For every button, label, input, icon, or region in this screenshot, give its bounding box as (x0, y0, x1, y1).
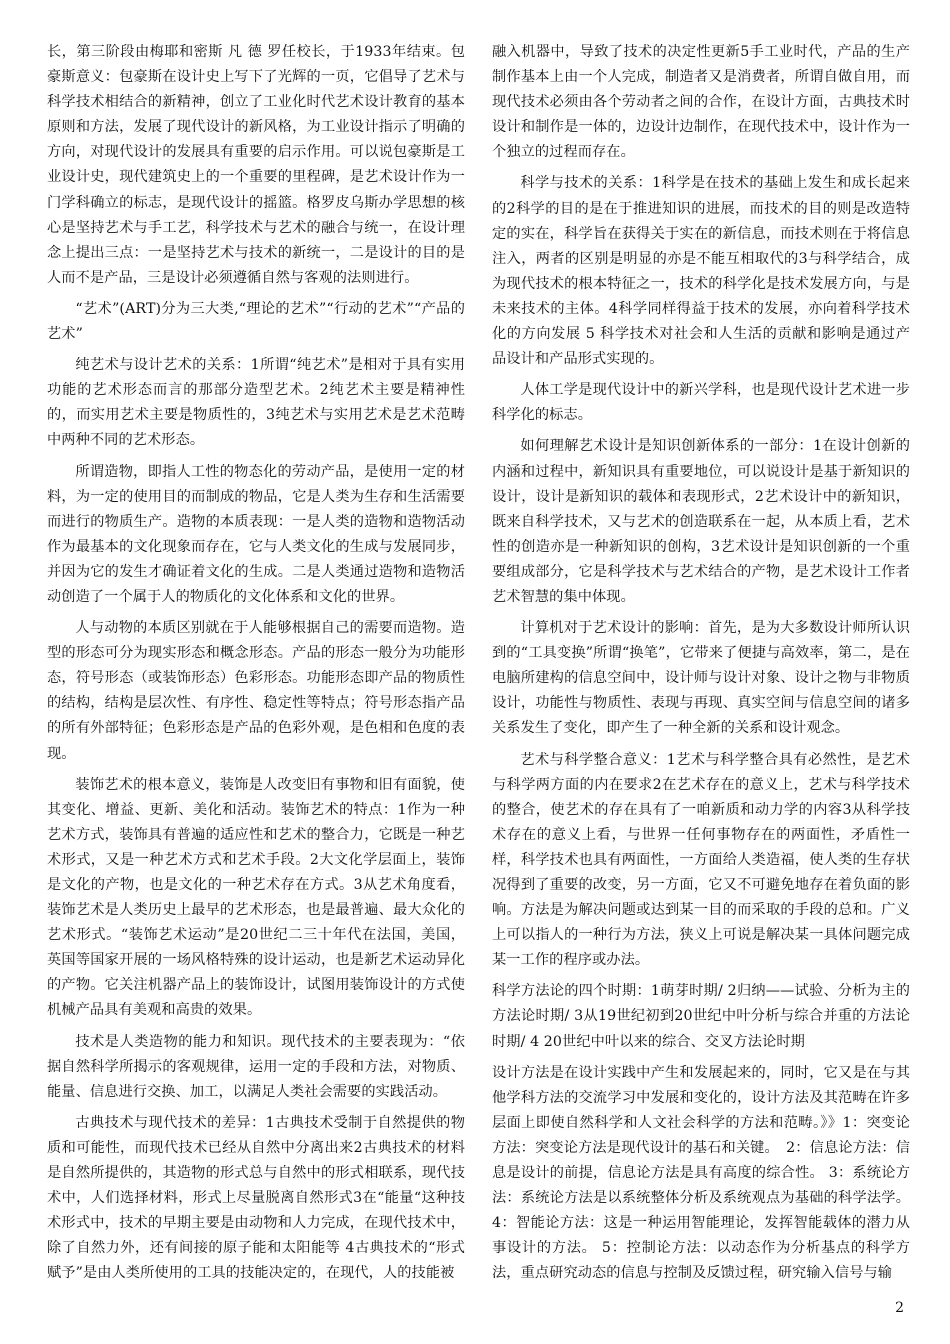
paragraph: 设计方法是在设计实践中产生和发展起来的，同时，它又是在与其他学科方法的交流学习中发展和变化的，设计方法及其范畴在许多层面上即使自然科学和人文社会科学的方法和范畴。》》1：突变论方法：突变论方法是现代设计的基石和关键。 2：信息论方法：信息是设计的前提，信息论方法是具有高度的综合性。 3：系统论方法：系统论方法是以系统整体分析及系统观点为基础的科学法学。 4：智能论方法：这是一种运用智能理论，发挥智能载体的潜力从事设计的方法。 5：控制论方法：以动态作为分析基点的科学方法，重点研究动态的信息与控制及反馈过程，研究输入信号与输 (492, 1064, 910, 1282)
paragraph: 融入机器中，导致了技术的决定性更新5手工业时代，产品的生产制作基本上由一个人完成，制造者又是消费者，所谓自做自用，而现代技术必须由各个劳动者之间的合作，在设计方面，古典技术时设计和制作是一体的，边设计边制作，在现代技术中，设计作为一个独立的过程而存在。 (492, 44, 910, 161)
paragraph: “艺术”(ART)分为三大类,“理论的艺术”“行动的艺术”“产品的艺术” (47, 300, 465, 343)
paragraph: 所谓造物，即指人工性的物态化的劳动产品，是使用一定的材料，为一定的使用目的而制成的物品，它是人类为生存和生活需要而进行的物质生产。造物的本质表现：一是人类的造物和造物活动作为最基本的文化现象而存在，它与人类文化的生成与发展同步，并因为它的发生才确证着文化的生成。二是人类通过造物和造物活动创造了一个属于人的物质化的文化体系和文化的世界。 (47, 463, 465, 605)
paragraph: 古典技术与现代技术的差异：1古典技术受制于自然提供的物质和可能性，而现代技术已经从自然中分离出来2古典技术的材料是自然所提供的，其造物的形式总与自然中的形式相联系，现代技术中，人们选择材料，形式上尽量脱离自然形式3在“能量“这种技术形式中，技术的早期主要是由动物和人力完成，在现代技术中，除了自然力外，还有间接的原子能和太阳能等 4古典技术的“形式赋予”是由人类所使用的工具的技能决定的，在现代，人的技能被 (47, 1114, 465, 1282)
paragraph: 人与动物的本质区别就在于人能够根据自己的需要而造物。造型的形态可分为现实形态和概念形态。产品的形态一般分为功能形态，符号形态（或装饰形态）色彩形态。功能形态即产品的物质性的结构，结构是层次性、有序性、稳定性等特点；符号形态指产品的所有外部特征；色彩形态是产品的色彩外观，是色相和色度的表现。 (47, 620, 465, 762)
paragraph: 纯艺术与设计艺术的关系：1所谓“纯艺术”是相对于具有实用功能的艺术形态而言的那部分造型艺术。2纯艺术主要是精神性的，而实用艺术主要是物质性的，3纯艺术与实用艺术是艺术范畴中两种不同的艺术形态。 (47, 357, 465, 449)
paragraph: 如何理解艺术设计是知识创新体系的一部分：1在设计创新的内涵和过程中，新知识具有重要地位，可以说设计是基于新知识的设计，设计是新知识的载体和表现形式，2艺术设计中的新知识，既来自科学技术，又与艺术的创造联系在一起，从本质上看，艺术性的创造亦是一种新知识的创构，3艺术设计是知识创新的一个重要组成部分，它是科学技术与艺术结合的产物，是艺术设计工作者艺术智慧的集中体现。 (492, 438, 910, 605)
paragraph: 科学方法论的四个时期：1萌芽时期/ 2归纳——试验、分析为主的方法论时期/ 3从19世纪初到20世纪中叶分析与综合并重的方法论时期/ 4 20世纪中叶以来的综合、交叉方法论时期 (492, 983, 910, 1050)
paragraph: 人体工学是现代设计中的新兴学科，也是现代设计艺术进一步科学化的标志。 (492, 382, 910, 424)
paragraph: 计算机对于艺术设计的影响：首先，是为大多数设计师所认识到的“工具变换”所谓“换笔”，它带来了便捷与高效率，第二，是在电脑所建构的信息空间中，设计师与设计对象、设计之物与非物质设计，功能性与物质性、表现与再现、真实空间与信息空间的诸多关系发生了变化，即产生了一种全新的关系和设计观念。 (492, 620, 910, 737)
paragraph: 技术是人类造物的能力和知识。现代技术的主要表现为：“依据自然科学所揭示的客观规律，运用一定的手段和方法，对物质、能量、信息进行交换、加工，以满足人类社会需要的实践活动。 (47, 1033, 465, 1100)
right-text-column (492, 40, 910, 1293)
paragraph: 艺术与科学整合意义：1艺术与科学整合具有必然性，是艺术与科学两方面的内在要求2在艺术存在的意义上，艺术与科学技术的整合，使艺术的存在具有了一咱新质和动力学的内容3从科学技术存在的意义上看，与世界一任何事物存在的两面性，矛盾性一样，科学技术也具有两面性，一方面给人类造福，使人类的生存状况得到了重要的改变，另一方面，它又不可避免地存在着负面的影响。方法是为解决问题或达到某一目的而采取的手段的总和。广义上可以指人的一种行为方法，狭义上可说是解决某一具体问题完成某一工作的程序或办法。 (492, 751, 910, 969)
paragraph: 装饰艺术的根本意义，装饰是人改变旧有事物和旧有面貌，使其变化、增益、更新、美化和活动。装饰艺术的特点：1作为一种艺术方式，装饰具有普遍的适应性和艺术的整合力，它既是一种艺术形式，又是一种艺术方式和艺术手段。2大文化学层面上，装饰是文化的产物，也是文化的一种艺术存在方式。3从艺术角度看，装饰艺术是人类历史上最早的艺术形态，也是最普遍、最大众化的艺术形式。“装饰艺术运动”是20世纪二三十年代在法国，美国，英国等国家开展的一场风格特殊的设计运动，也是新艺术运动异化的产物。它关注机器产品上的装饰设计，试图用装饰设计的方式使机械产品具有美观和高贵的效果。 (47, 776, 465, 1019)
left-text-column (47, 40, 465, 1293)
paragraph: 长，第三阶段由梅耶和密斯 凡 德 罗任校长，于1933年结束。包豪斯意义：包豪斯在设计史上写下了光辉的一页，它倡导了艺术与科学技术相结合的新精神，创立了工业化时代艺术设计教育的基本原则和方法，发展了现代设计的新风格，为工业设计指示了明确的方向，对现代设计的发展具有重要的启示作用。可以说包豪斯是工业设计史，现代建筑史上的一个重要的里程碑，是艺术设计作为一门学科确立的标志，是现代设计的摇篮。格罗皮乌斯办学思想的核心是坚持艺术与手工艺，科学技术与艺术的融合与统一，在设计理念上提出三点：一是坚持艺术与技术的新统一，二是设计的目的是人而不是产品，三是设计必须遵循自然与客观的法则进行。 (47, 44, 465, 286)
paragraph: 科学与技术的关系：1科学是在技术的基础上发生和成长起来的2科学的目的是在于推进知识的进展，而技术的目的则是改造特定的实在，科学旨在获得关于实在的新信息，而技术则在于将信息注入，两者的区别是明显的亦是不能互相取代的3与科学结合，成为现代技术的根本特征之一，技术的科学化是技术发展方向，与是未来技术的主体。4科学同样得益于技术的发展，亦向着科学技术化的方向发展 5 科学技术对社会和人生活的贡献和影响是通过产品设计和产品形式实现的。 (492, 175, 910, 368)
page-number: 2 (895, 1300, 904, 1316)
